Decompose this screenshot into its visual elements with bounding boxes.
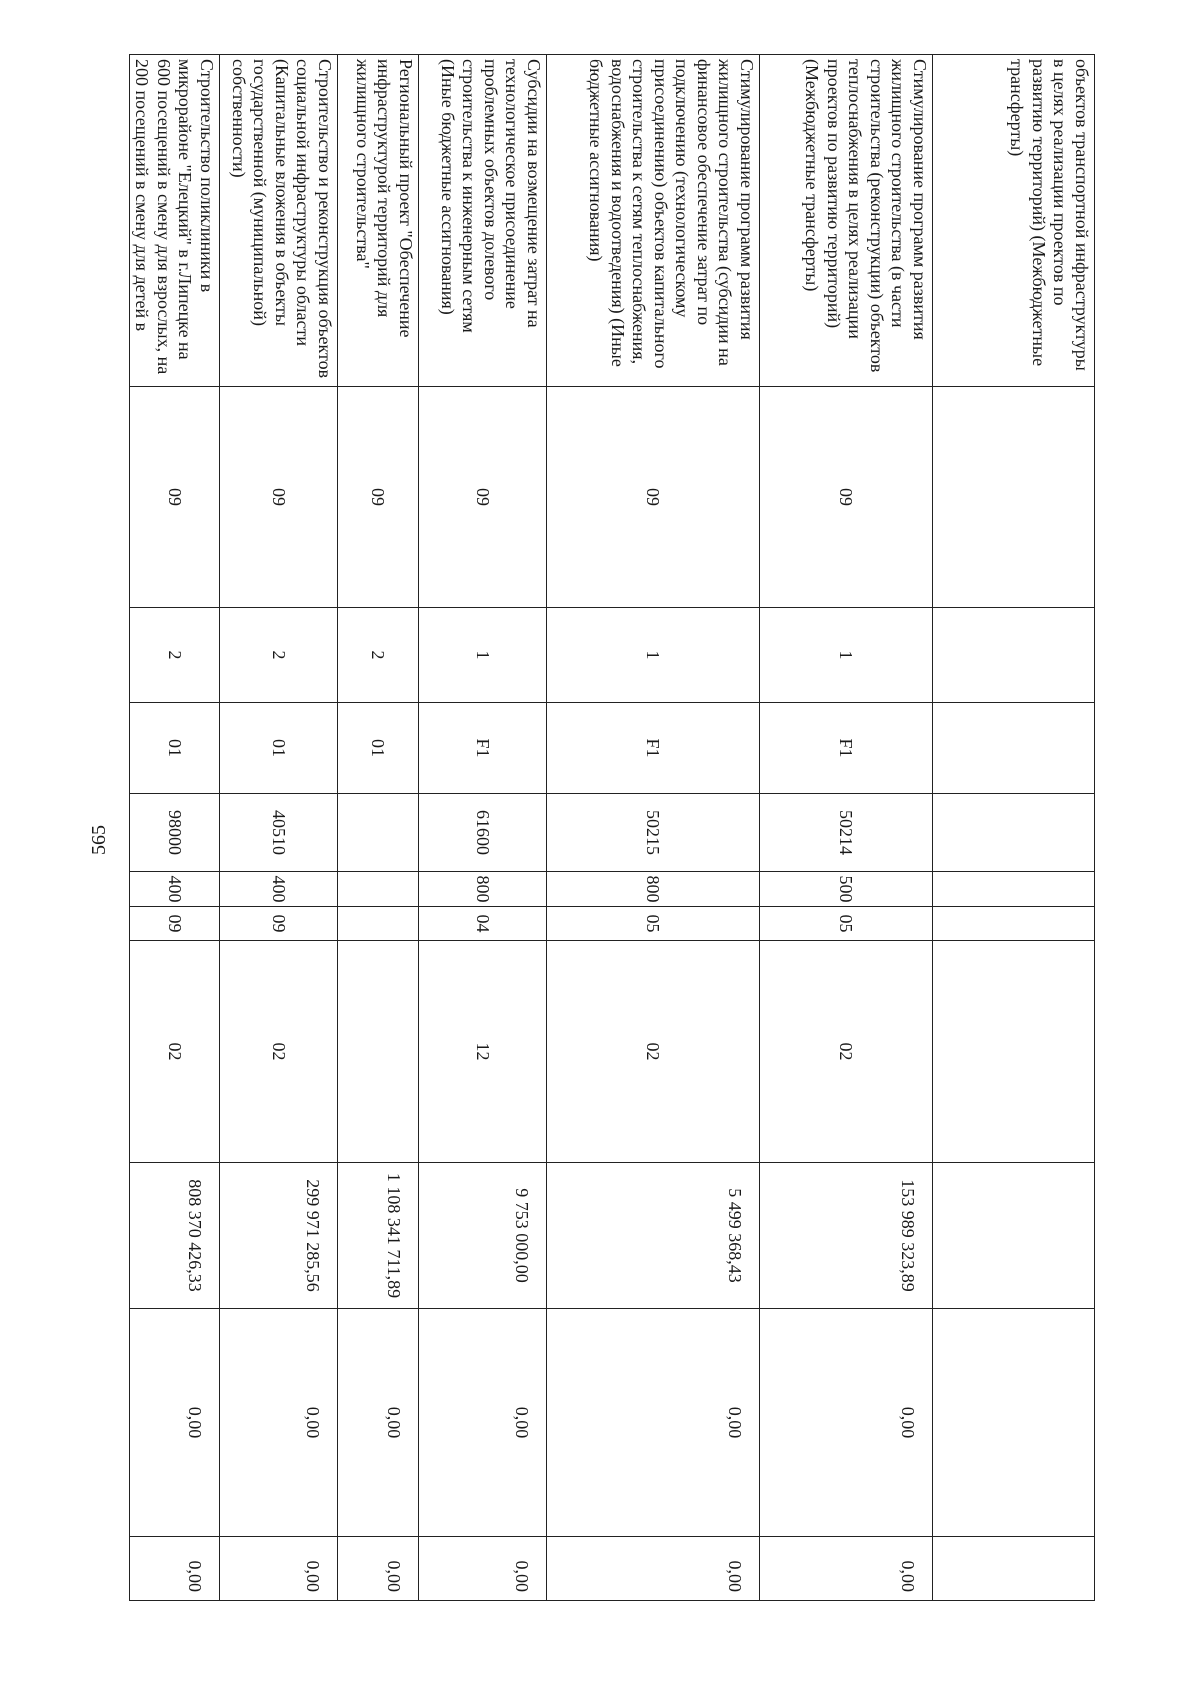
row-name: Региональный проект "Обеспечение инфраструктурой территорий для жилищного строительства" [338, 55, 419, 387]
amount1-cell: 299 971 285,56 [220, 1163, 338, 1309]
section-cell [933, 907, 1095, 941]
row-name: Строительство и реконструкция объектов социальной инфраструктуры области (Капитальные вложения в объекты государственной (муниципальной) собственности) [220, 55, 338, 387]
subprogram-cell: 1 [419, 608, 547, 703]
amount1-cell: 808 370 426,33 [130, 1163, 220, 1309]
amount3-cell: 0,00 [338, 1537, 419, 1601]
expense-type-cell [933, 872, 1095, 907]
expense-type-cell: 800 [419, 872, 547, 907]
amount2-cell: 0,00 [338, 1309, 419, 1537]
row-name: Стимулирование программ развития жилищного строительства (субсидии на финансовое обеспечение затрат по подключению (технологическому присоединению) объектов капитального строительства к сетям теплоснабжения, водоснабжения и водоотведения) (Иные бюджетные ассигнования) [547, 55, 760, 387]
subsection-cell: 12 [419, 941, 547, 1163]
code-cell: 09 [760, 387, 933, 608]
subprogram-cell: 2 [130, 608, 220, 703]
section-cell: 04 [419, 907, 547, 941]
amount1-cell [933, 1163, 1095, 1309]
amount1-cell: 1 108 341 711,89 [338, 1163, 419, 1309]
table-row [220, 55, 338, 1601]
amount2-cell [933, 1309, 1095, 1537]
direction-cell: 61600 [419, 794, 547, 872]
event-cell: 01 [220, 703, 338, 794]
budget-table-rotated [130, 54, 1095, 1600]
direction-cell: 50214 [760, 794, 933, 872]
subprogram-cell: 2 [338, 608, 419, 703]
amount3-cell: 0,00 [547, 1537, 760, 1601]
code-cell [933, 387, 1095, 608]
page-number: 565 [88, 825, 110, 855]
table-row [547, 55, 760, 1601]
table-row [338, 55, 419, 1601]
expense-type-cell: 800 [547, 872, 760, 907]
section-cell: 09 [130, 907, 220, 941]
direction-cell: 98000 [130, 794, 220, 872]
expense-type-cell [338, 872, 419, 907]
event-cell: 01 [130, 703, 220, 794]
code-cell: 09 [338, 387, 419, 608]
row-name: Субсидии на возмещение затрат на технологическое присоединение проблемных объектов долевого строительства к инженерным сетям (Иные бюджетные ассигнования) [419, 55, 547, 387]
subsection-cell [338, 941, 419, 1163]
subprogram-cell: 1 [760, 608, 933, 703]
subprogram-cell: 1 [547, 608, 760, 703]
event-cell: F1 [760, 703, 933, 794]
table-row [760, 55, 933, 1601]
amount2-cell: 0,00 [130, 1309, 220, 1537]
expense-type-cell: 500 [760, 872, 933, 907]
event-cell: 01 [338, 703, 419, 794]
code-cell: 09 [547, 387, 760, 608]
section-cell: 05 [760, 907, 933, 941]
table-row [933, 55, 1095, 1601]
section-cell: 09 [220, 907, 338, 941]
subprogram-cell [933, 608, 1095, 703]
table-row [419, 55, 547, 1601]
subsection-cell [933, 941, 1095, 1163]
amount3-cell: 0,00 [419, 1537, 547, 1601]
direction-cell: 50215 [547, 794, 760, 872]
amount2-cell: 0,00 [220, 1309, 338, 1537]
event-cell: F1 [547, 703, 760, 794]
code-cell: 09 [419, 387, 547, 608]
section-cell [338, 907, 419, 941]
event-cell [933, 703, 1095, 794]
amount3-cell: 0,00 [220, 1537, 338, 1601]
subsection-cell: 02 [547, 941, 760, 1163]
subsection-cell: 02 [760, 941, 933, 1163]
amount1-cell: 5 499 368,43 [547, 1163, 760, 1309]
amount1-cell: 153 989 323,89 [760, 1163, 933, 1309]
event-cell: F1 [419, 703, 547, 794]
subprogram-cell: 2 [220, 608, 338, 703]
subsection-cell: 02 [130, 941, 220, 1163]
section-cell: 05 [547, 907, 760, 941]
budget-table [129, 54, 1095, 1601]
direction-cell: 40510 [220, 794, 338, 872]
expense-type-cell: 400 [220, 872, 338, 907]
row-name: объектов транспортной инфраструктуры в целях реализации проектов по развитию территорий) (Межбюджетные трансферты) [933, 55, 1095, 387]
amount2-cell: 0,00 [760, 1309, 933, 1537]
expense-type-cell: 400 [130, 872, 220, 907]
table-row [130, 55, 220, 1601]
amount3-cell: 0,00 [760, 1537, 933, 1601]
code-cell: 09 [130, 387, 220, 608]
amount1-cell: 9 753 000,00 [419, 1163, 547, 1309]
direction-cell [338, 794, 419, 872]
amount2-cell: 0,00 [419, 1309, 547, 1537]
code-cell: 09 [220, 387, 338, 608]
row-name: Стимулирование программ развития жилищного строительства (в части строительства (реконструкции) объектов теплоснабжения в целях реализации проектов по развитию территорий) (Межбюджетные трансферты) [760, 55, 933, 387]
row-name: Строительство поликлиники в микрорайоне "Елецкий" в г.Липецке на 600 посещений в смену для взрослых, на 200 посещений в смену для детей в [130, 55, 220, 387]
amount3-cell: 0,00 [130, 1537, 220, 1601]
direction-cell [933, 794, 1095, 872]
amount2-cell: 0,00 [547, 1309, 760, 1537]
subsection-cell: 02 [220, 941, 338, 1163]
amount3-cell [933, 1537, 1095, 1601]
